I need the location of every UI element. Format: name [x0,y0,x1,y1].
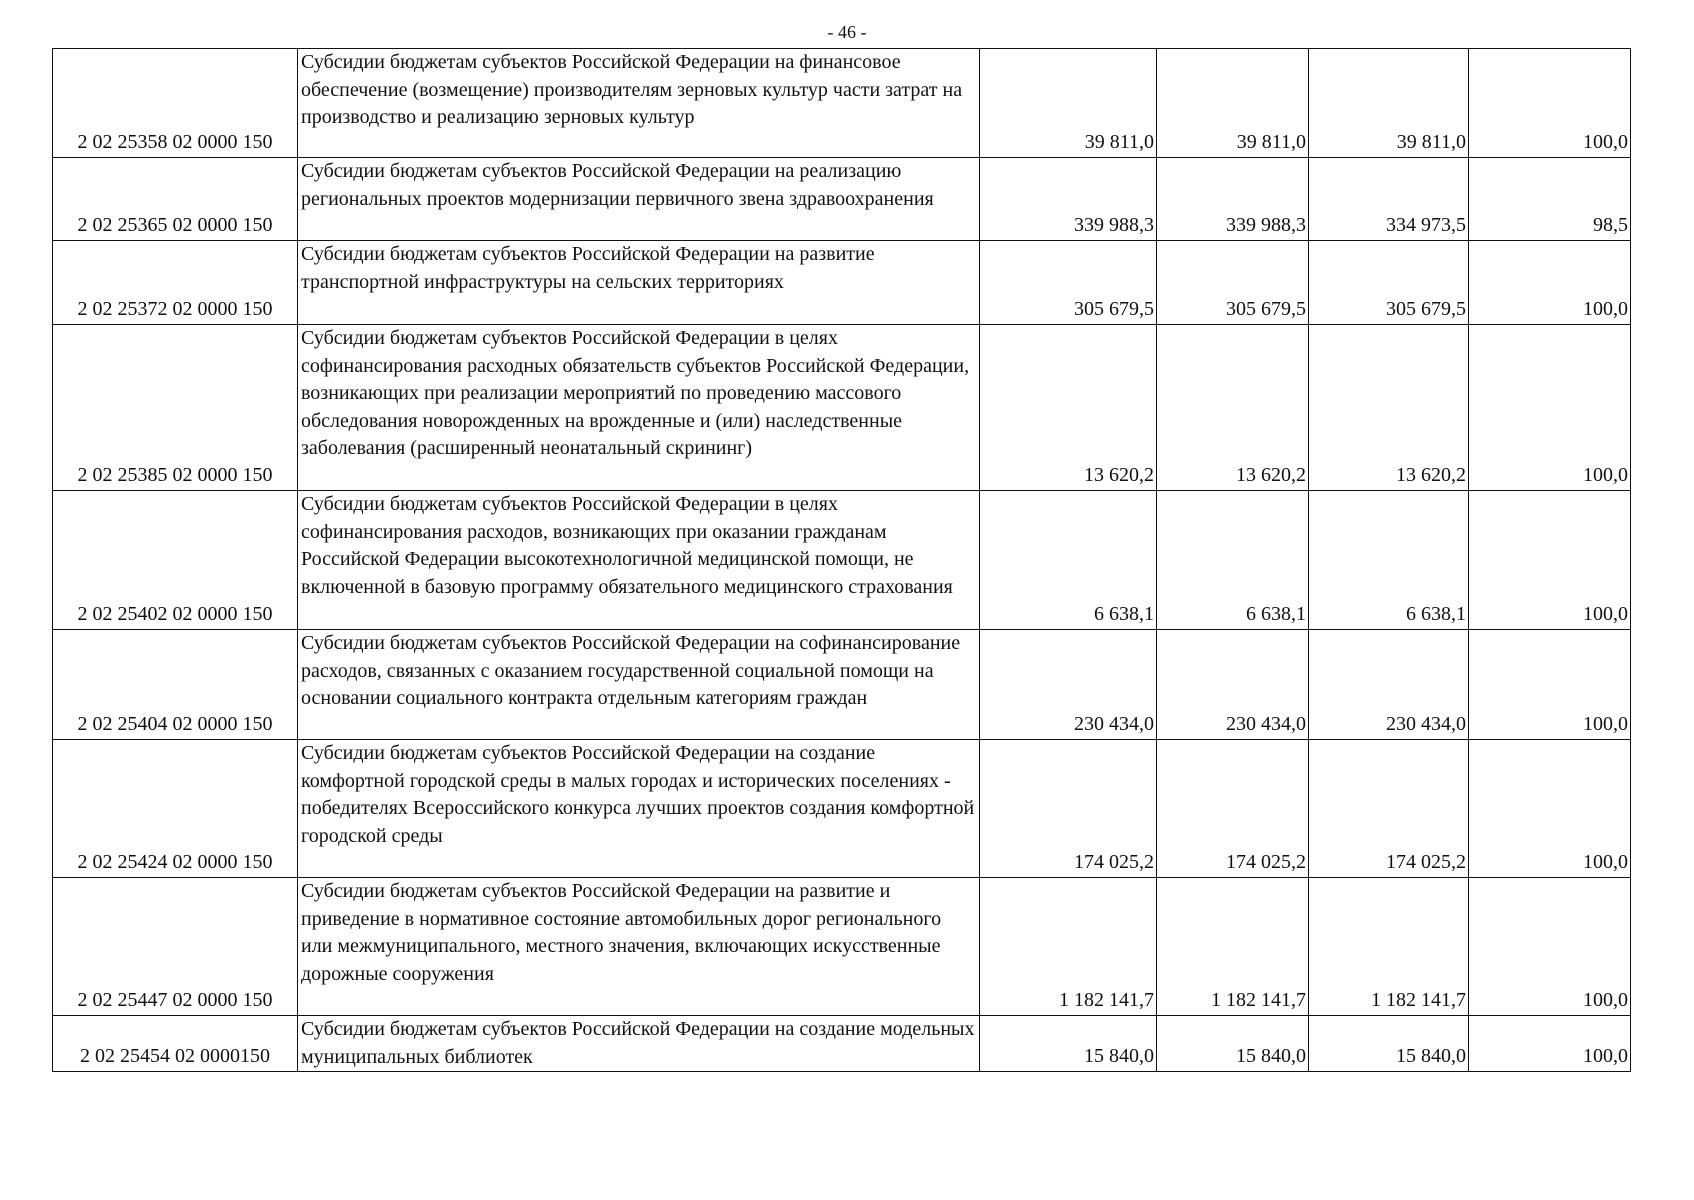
value-cell: 15 840,0 [1157,1016,1309,1072]
row-description: Субсидии бюджетам субъектов Российской Федерации на развитие и приведение в нормативное состояние автомобильных дорог регионального или межмуниципального, местного значения, включающих искусственные дорожные сооружения [298,878,980,1016]
budget-code: 2 02 25402 02 0000 150 [53,491,298,630]
value-cell: 6 638,1 [1157,491,1309,630]
percent-cell: 98,5 [1469,158,1631,241]
value-cell: 6 638,1 [980,491,1157,630]
budget-code: 2 02 25447 02 0000 150 [53,878,298,1016]
value-cell: 1 182 141,7 [980,878,1157,1016]
budget-table [52,48,1631,1072]
value-cell: 39 811,0 [980,49,1157,158]
budget-code: 2 02 25404 02 0000 150 [53,630,298,740]
percent-cell: 100,0 [1469,241,1631,325]
value-cell: 1 182 141,7 [1157,878,1309,1016]
budget-code: 2 02 25365 02 0000 150 [53,158,298,241]
value-cell: 39 811,0 [1157,49,1309,158]
percent-cell: 100,0 [1469,325,1631,491]
table-row [53,325,1631,491]
value-cell: 230 434,0 [980,630,1157,740]
table-row [53,630,1631,740]
budget-code: 2 02 25454 02 0000150 [53,1016,298,1072]
value-cell: 174 025,2 [1157,740,1309,878]
percent-cell: 100,0 [1469,740,1631,878]
value-cell: 334 973,5 [1309,158,1469,241]
value-cell: 305 679,5 [1309,241,1469,325]
percent-cell: 100,0 [1469,1016,1631,1072]
value-cell: 39 811,0 [1309,49,1469,158]
row-description: Субсидии бюджетам субъектов Российской Федерации на финансовое обеспечение (возмещение) производителям зерновых культур части затрат на производство и реализацию зерновых культур [298,49,980,158]
row-description: Субсидии бюджетам субъектов Российской Федерации в целях софинансирования расходных обязательств субъектов Российской Федерации, возникающих при реализации мероприятий по проведению массового обследования новорожденных на врожденные и (или) наследственные заболевания (расширенный неонатальный скрининг) [298,325,980,491]
row-description: Субсидии бюджетам субъектов Российской Федерации на софинансирование расходов, связанных с оказанием государственной социальной помощи на основании социального контракта отдельным категориям граждан [298,630,980,740]
value-cell: 339 988,3 [980,158,1157,241]
table-row [53,1016,1631,1072]
row-description: Субсидии бюджетам субъектов Российской Федерации на развитие транспортной инфраструктуры на сельских территориях [298,241,980,325]
table-row [53,740,1631,878]
value-cell: 230 434,0 [1157,630,1309,740]
table-row [53,491,1631,630]
value-cell: 174 025,2 [980,740,1157,878]
value-cell: 1 182 141,7 [1309,878,1469,1016]
percent-cell: 100,0 [1469,491,1631,630]
value-cell: 6 638,1 [1309,491,1469,630]
budget-code: 2 02 25424 02 0000 150 [53,740,298,878]
value-cell: 13 620,2 [1309,325,1469,491]
table-row [53,241,1631,325]
row-description: Субсидии бюджетам субъектов Российской Федерации на реализацию региональных проектов модернизации первичного звена здравоохранения [298,158,980,241]
table-row [53,878,1631,1016]
value-cell: 15 840,0 [980,1016,1157,1072]
value-cell: 230 434,0 [1309,630,1469,740]
budget-code: 2 02 25372 02 0000 150 [53,241,298,325]
budget-code: 2 02 25358 02 0000 150 [53,49,298,158]
row-description: Субсидии бюджетам субъектов Российской Федерации на создание комфортной городской среды в малых городах и исторических поселениях - победителях Всероссийского конкурса лучших проектов создания комфортной городской среды [298,740,980,878]
percent-cell: 100,0 [1469,878,1631,1016]
page-number: - 46 - [827,22,867,42]
percent-cell: 100,0 [1469,49,1631,158]
value-cell: 174 025,2 [1309,740,1469,878]
value-cell: 305 679,5 [1157,241,1309,325]
table-row [53,49,1631,158]
value-cell: 305 679,5 [980,241,1157,325]
value-cell: 13 620,2 [1157,325,1309,491]
percent-cell: 100,0 [1469,630,1631,740]
value-cell: 339 988,3 [1157,158,1309,241]
budget-code: 2 02 25385 02 0000 150 [53,325,298,491]
table-row [53,158,1631,241]
row-description: Субсидии бюджетам субъектов Российской Федерации в целях софинансирования расходов, возникающих при оказании гражданам Российской Федерации высокотехнологичной медицинской помощи, не включенной в базовую программу обязательного медицинского страхования [298,491,980,630]
value-cell: 13 620,2 [980,325,1157,491]
value-cell: 15 840,0 [1309,1016,1469,1072]
row-description: Субсидии бюджетам субъектов Российской Федерации на создание модельных муниципальных библиотек [298,1016,980,1072]
